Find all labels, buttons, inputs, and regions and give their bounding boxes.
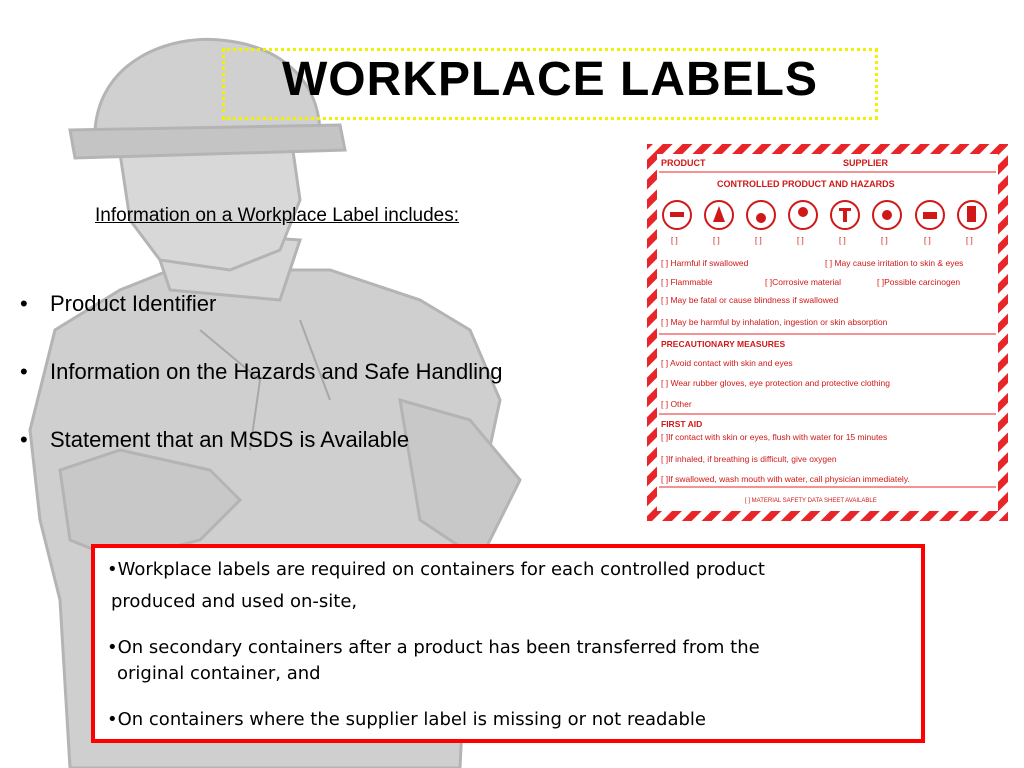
- hazard-line: [ ] May cause irritation to skin & eyes: [825, 258, 964, 268]
- hazard-checkbox: [ ]: [671, 236, 678, 245]
- hazard-checkbox: [ ]: [881, 236, 888, 245]
- label-supplier: SUPPLIER: [843, 158, 889, 168]
- bullet-text: Statement that an MSDS is Available: [50, 427, 410, 452]
- bullet-text: Product Identifier: [50, 291, 217, 316]
- first-aid-line: [ ]If swallowed, wash mouth with water, call physician immediately.: [661, 474, 910, 484]
- subtitle: Information on a Workplace Label includes:: [95, 205, 460, 226]
- note-line: original container, and: [117, 663, 321, 684]
- first-aid-heading: FIRST AID: [661, 419, 703, 429]
- hazard-line: [ ] Harmful if swallowed: [661, 258, 749, 268]
- hazard-checkbox: [ ]: [924, 236, 931, 245]
- bullet-list: [20, 290, 503, 494]
- notes-box: [91, 544, 925, 743]
- precaution-line: [ ] Other: [661, 399, 692, 409]
- hazard-checkbox: [ ]: [755, 236, 762, 245]
- hazard-line: [ ] May be fatal or cause blindness if swallowed: [661, 295, 839, 305]
- label-heading: CONTROLLED PRODUCT AND HAZARDS: [717, 179, 895, 189]
- precaution-heading: PRECAUTIONARY MEASURES: [661, 339, 786, 349]
- hazard-line: [ ] May be harmful by inhalation, ingestion or skin absorption: [661, 317, 888, 327]
- note-line: •On secondary containers after a product has been transferred from the: [107, 637, 760, 658]
- bullet-item: • Information on the Hazards and Safe Handling: [20, 359, 503, 384]
- bullet-item: • Statement that an MSDS is Available: [20, 427, 410, 452]
- hazard-line: [ ]Corrosive material: [765, 277, 842, 287]
- hazard-checkbox: [ ]: [713, 236, 720, 245]
- precaution-line: [ ] Avoid contact with skin and eyes: [661, 358, 793, 368]
- note-line: •On containers where the supplier label is missing or not readable: [107, 709, 707, 730]
- hazard-line: [ ]Possible carcinogen: [877, 277, 961, 287]
- first-aid-line: [ ]If contact with skin or eyes, flush with water for 15 minutes: [661, 432, 888, 442]
- first-aid-line: [ ]If inhaled, if breathing is difficult, give oxygen: [661, 454, 837, 464]
- precaution-line: [ ] Wear rubber gloves, eye protection and protective clothing: [661, 378, 890, 388]
- page-title: WORKPLACE LABELS: [282, 53, 818, 106]
- workplace-label-sample: [645, 142, 1010, 523]
- note-line: produced and used on-site,: [111, 591, 358, 612]
- msds-line: [ ] MATERIAL SAFETY DATA SHEET AVAILABLE: [745, 498, 877, 504]
- label-product: PRODUCT: [661, 158, 706, 168]
- bullet-text: Information on the Hazards and Safe Handling: [50, 359, 503, 384]
- hazard-checkbox: [ ]: [966, 236, 973, 245]
- hazard-checkbox: [ ]: [839, 236, 846, 245]
- hazard-checkbox: [ ]: [797, 236, 804, 245]
- hazard-line: [ ] Flammable: [661, 277, 713, 287]
- note-line: •Workplace labels are required on containers for each controlled product: [107, 559, 765, 580]
- bullet-item: • Product Identifier: [20, 291, 217, 316]
